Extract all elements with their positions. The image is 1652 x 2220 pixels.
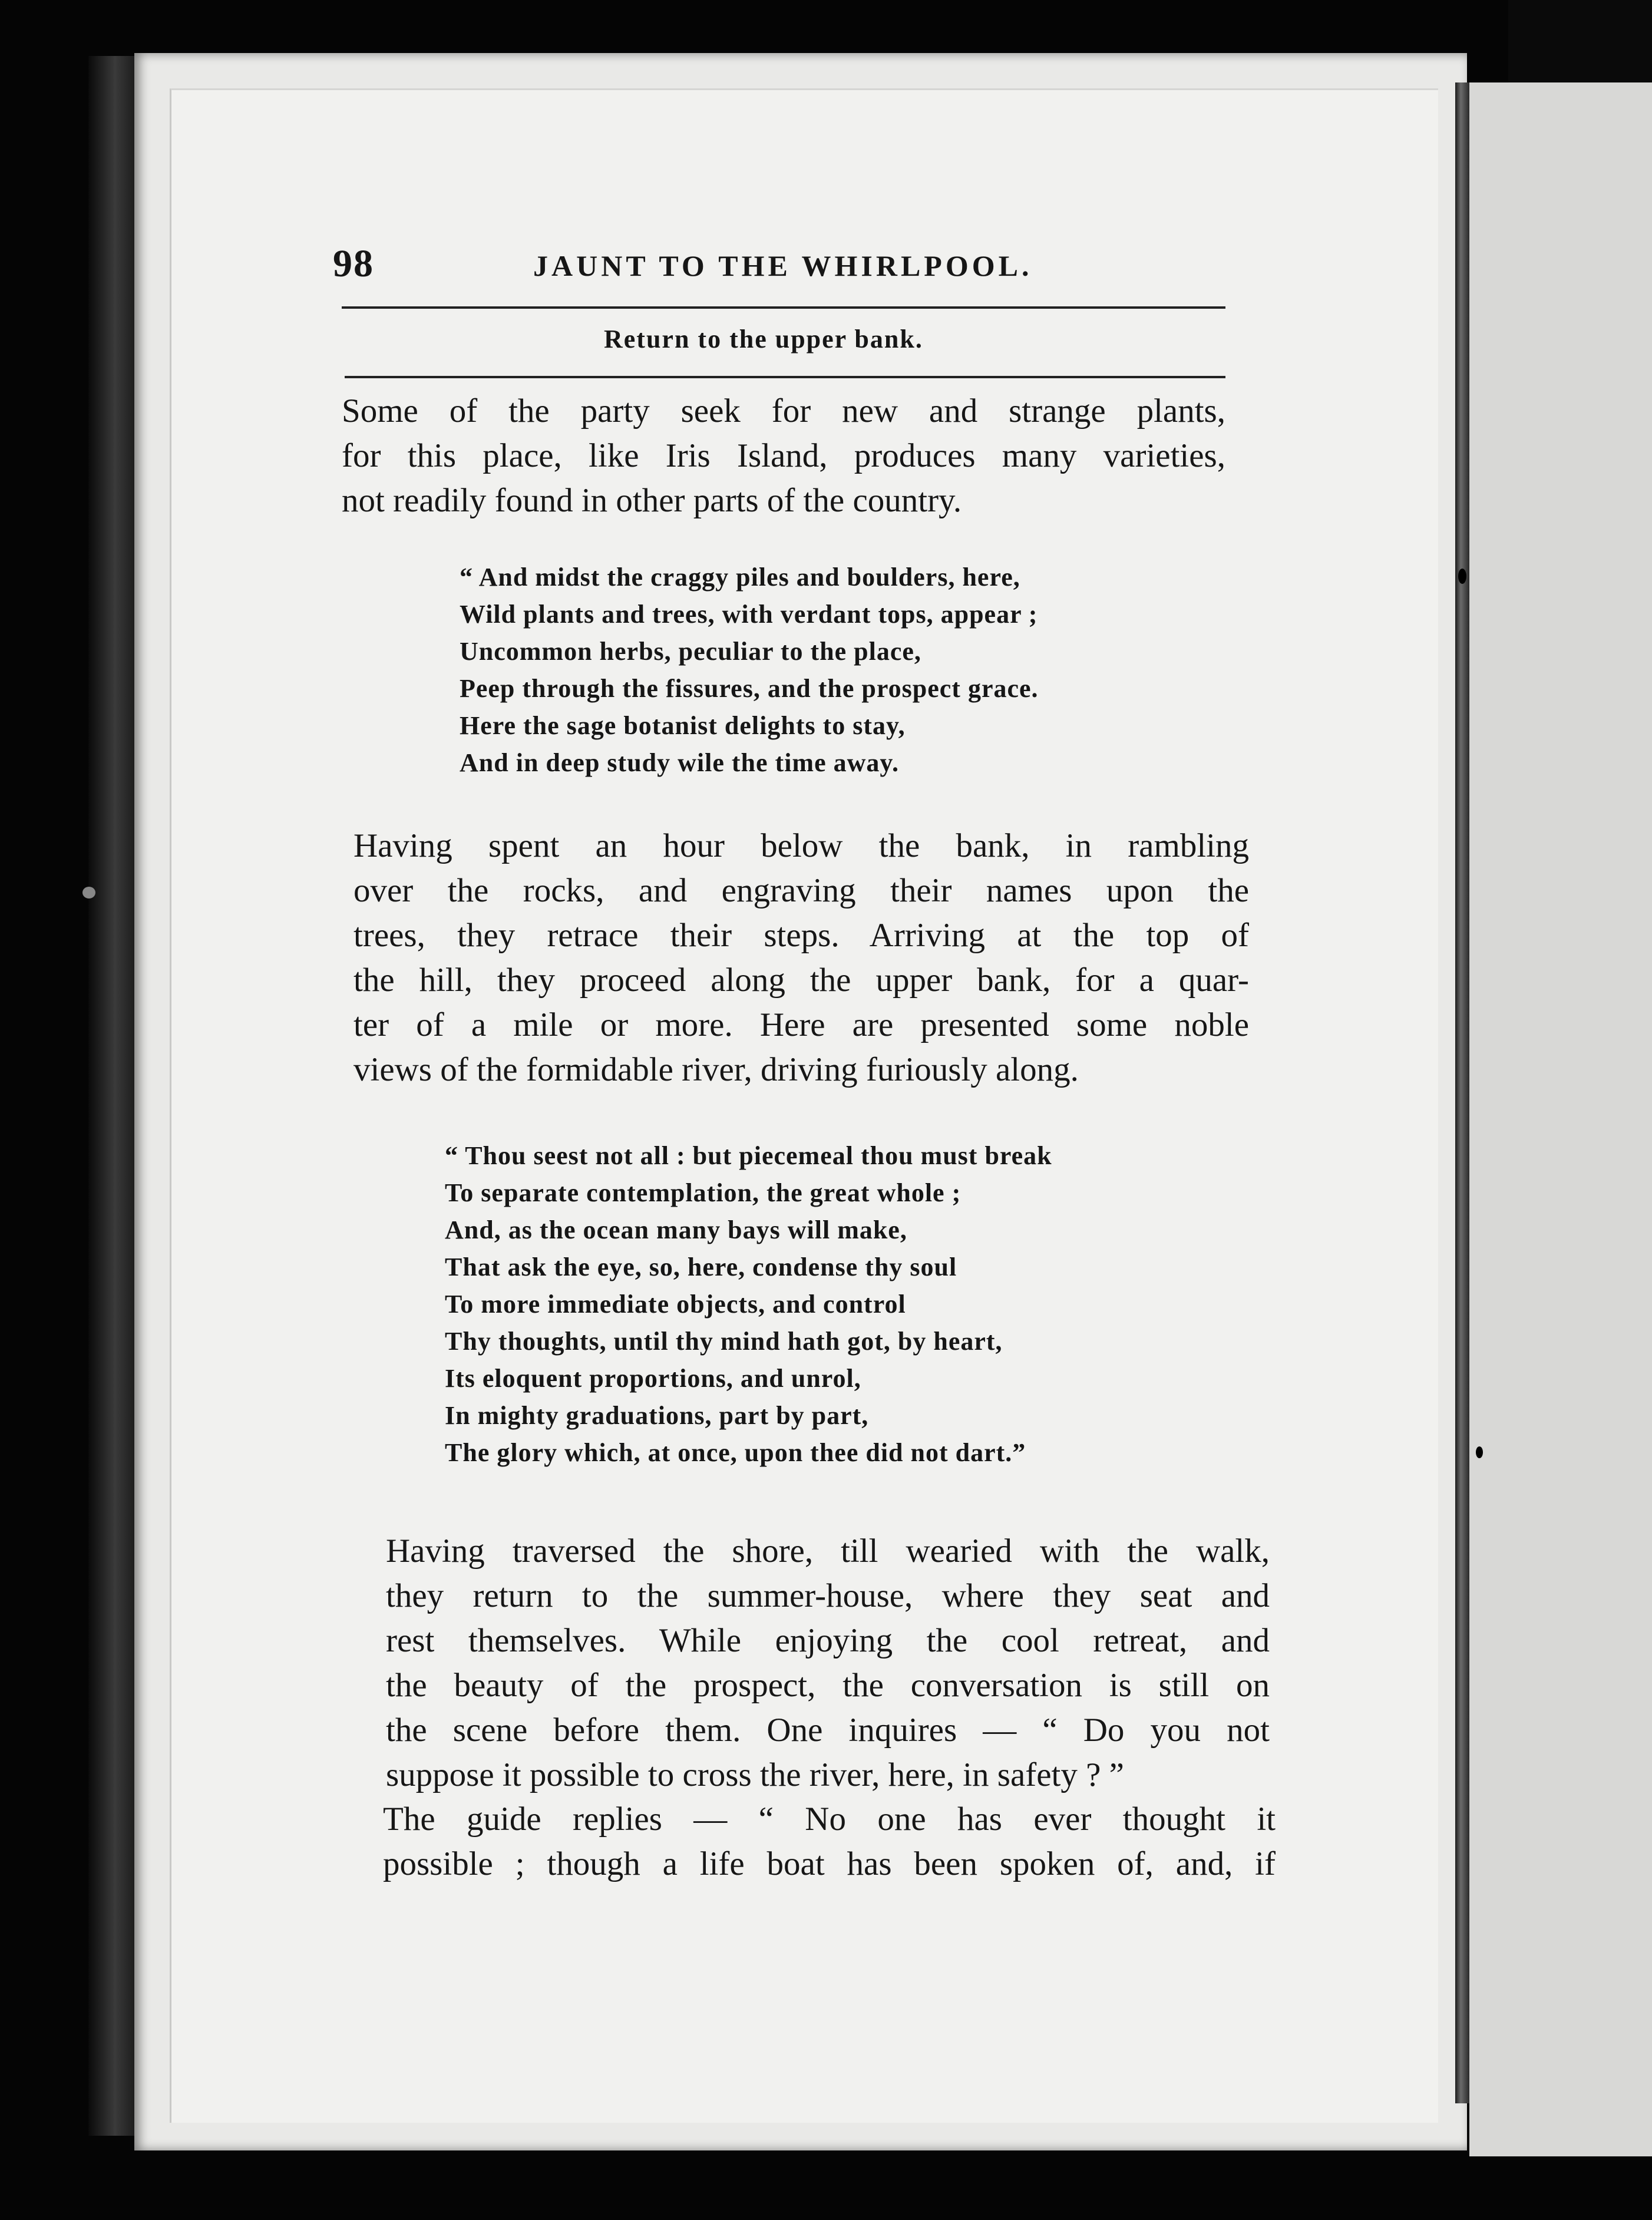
- verse-quote-2: [445, 1137, 1052, 1471]
- scan-corner-shadow: [1508, 0, 1652, 82]
- verse-line: Uncommon herbs, peculiar to the place,: [460, 637, 921, 666]
- text-line: views of the formidable river, driving furiously along.: [353, 1051, 1079, 1088]
- section-subhead: Return to the upper bank.: [604, 325, 923, 354]
- verse-line: “ Thou seest not all : but piecemeal thou must break: [445, 1141, 1052, 1170]
- text-line: ter of a mile or more. Here are presented some noble: [353, 1006, 1249, 1043]
- verse-line: To separate contemplation, the great whole ;: [445, 1178, 962, 1207]
- running-head: [330, 242, 1225, 295]
- header-rule-top: [342, 306, 1225, 309]
- text-line: not readily found in other parts of the country.: [342, 482, 962, 519]
- text-line: the hill, they proceed along the upper bank, for a quar-: [353, 962, 1249, 999]
- text-line: Some of the party seek for new and strange plants,: [342, 392, 1225, 430]
- verse-line: Its eloquent proportions, and unrol,: [445, 1364, 861, 1393]
- header-rule-bottom: [345, 376, 1225, 378]
- verse-line: The glory which, at once, upon thee did not dart.”: [445, 1438, 1026, 1467]
- book-gutter: [1455, 82, 1469, 2103]
- verse-quote-1: [460, 559, 1039, 781]
- paragraph-1: [342, 389, 1225, 523]
- verse-line: Wild plants and trees, with verdant tops, appear ;: [460, 600, 1038, 629]
- text-line: rest themselves. While enjoying the cool retreat, and: [386, 1622, 1270, 1659]
- verse-line: That ask the eye, so, here, condense thy soul: [445, 1253, 957, 1281]
- text-line: Having spent an hour below the bank, in rambling: [353, 827, 1249, 864]
- text-line: possible ; though a life boat has been spoken of, and, if: [383, 1845, 1276, 1882]
- verse-line: In mighty graduations, part by part,: [445, 1401, 869, 1430]
- scan-speck: [1476, 1446, 1483, 1458]
- text-line: The guide replies — “ No one has ever thought it: [383, 1801, 1276, 1838]
- scan-speck: [1458, 569, 1466, 584]
- text-line: for this place, like Iris Island, produces many varieties,: [342, 437, 1225, 474]
- text-line: suppose it possible to cross the river, here, in safety ? ”: [386, 1756, 1124, 1793]
- facing-page-edge: [1469, 82, 1652, 2156]
- text-line: trees, they retrace their steps. Arriving at the top of: [353, 917, 1249, 954]
- scan-speck: [82, 887, 95, 898]
- verse-line: “ And midst the craggy piles and boulders, here,: [460, 563, 1020, 592]
- verse-line: Peep through the fissures, and the prospect grace.: [460, 674, 1039, 703]
- text-line: Having traversed the shore, till wearied with the walk,: [386, 1532, 1270, 1570]
- text-line: the beauty of the prospect, the conversation is still on: [386, 1667, 1270, 1704]
- verse-line: And, as the ocean many bays will make,: [445, 1215, 907, 1244]
- text-line: they return to the summer-house, where they seat and: [386, 1577, 1270, 1614]
- verse-line: And in deep study wile the time away.: [460, 748, 899, 777]
- text-line: the scene before them. One inquires — “ Do you not: [386, 1712, 1270, 1749]
- text-line: over the rocks, and engraving their names upon the: [353, 872, 1249, 909]
- verse-line: To more immediate objects, and control: [445, 1290, 906, 1319]
- paragraph-4: [383, 1797, 1276, 1887]
- verse-line: Thy thoughts, until thy mind hath got, by heart,: [445, 1327, 1003, 1356]
- running-title: JAUNT TO THE WHIRLPOOL.: [533, 249, 1033, 282]
- paragraph-3: [386, 1529, 1270, 1798]
- verse-line: Here the sage botanist delights to stay,: [460, 711, 906, 740]
- page-number: 98: [333, 242, 374, 285]
- paragraph-2: [353, 824, 1249, 1092]
